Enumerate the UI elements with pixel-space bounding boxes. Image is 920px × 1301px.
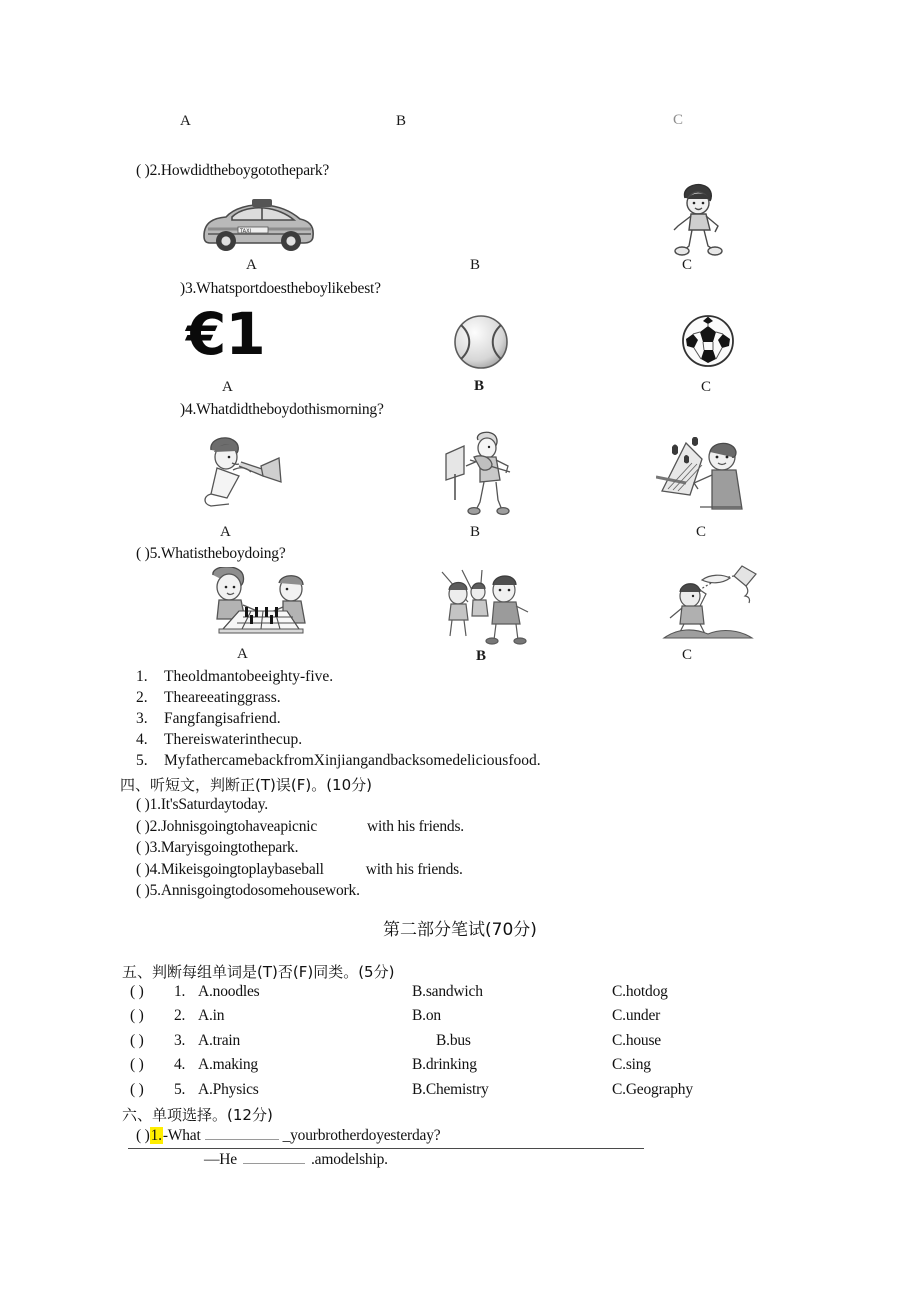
list-item <box>136 882 896 904</box>
option-label-a-q1: A <box>180 113 191 129</box>
table-row <box>130 983 900 1007</box>
sentence-number: 3. <box>136 710 148 727</box>
row-number: 4. <box>174 1056 186 1074</box>
answer-paren[interactable]: ( ) <box>130 983 144 1000</box>
item-text: Johnisgoingtohaveapicnic <box>160 817 318 835</box>
option-b[interactable]: B.on <box>412 1007 441 1025</box>
item-number: 5. <box>149 882 161 899</box>
item-text: It'sSaturdaytoday. <box>160 796 268 813</box>
option-c[interactable]: C.house <box>612 1031 661 1049</box>
option-b[interactable]: B.bus <box>436 1031 471 1049</box>
question-text-after-blank: _yourbrotherdoyesterday? <box>282 1127 441 1144</box>
item-number: 1. <box>149 796 161 813</box>
boy-flying-kite-illustration <box>660 562 772 646</box>
option-c[interactable]: C.hotdog <box>612 983 668 1000</box>
row-number: 5. <box>174 1080 186 1098</box>
list-item <box>136 686 896 707</box>
table-row <box>130 1007 900 1031</box>
option-a[interactable]: A.train <box>198 1031 241 1049</box>
option-a[interactable]: A.making <box>198 1056 258 1074</box>
option-a[interactable]: A.in <box>198 1007 225 1025</box>
fill-in-blank-1[interactable] <box>205 1125 279 1140</box>
list-item <box>136 839 896 861</box>
table-row <box>130 1056 900 1080</box>
item-text: Annisgoingtodosomehousework. <box>160 882 360 899</box>
answer-paren[interactable]: ( ) <box>136 1127 150 1144</box>
svg-text:TAXI: TAXI <box>240 228 251 235</box>
sentence-text: Theoldmantobeeighty-five. <box>164 668 334 685</box>
tennis-ball-illustration <box>452 313 510 371</box>
item-text: Mikeisgoingtoplaybaseball <box>160 860 324 878</box>
sentence-number: 5. <box>136 752 148 769</box>
option-label-b-q4: B <box>470 524 481 540</box>
answer-paren[interactable]: ( ) <box>136 860 150 878</box>
option-label-c-q4: C <box>696 524 707 540</box>
option-label-b-q2: B <box>470 257 481 273</box>
option-c[interactable]: C.Geography <box>612 1080 693 1098</box>
list-item <box>136 665 896 686</box>
numbered-sentences-list <box>136 665 896 770</box>
sentence-text: Thereiswaterinthecup. <box>164 731 303 748</box>
question-2-text: ( )2.Howdidtheboygotothepark? <box>136 162 330 179</box>
list-item <box>136 749 896 770</box>
item-number: 2. <box>149 817 161 835</box>
section-four-heading: 四、听短文，判断正(T)误(F)。(10分) <box>120 776 372 794</box>
section-four-items <box>136 796 896 904</box>
option-b[interactable]: B.drinking <box>412 1056 477 1074</box>
list-item <box>136 707 896 728</box>
section-five-heading: 五、判断每组单词是(T)否(F)同类。(5分) <box>122 963 395 981</box>
option-label-c-q3: C <box>701 379 712 395</box>
list-item <box>136 861 896 883</box>
list-item <box>136 818 896 840</box>
table-row <box>130 1081 900 1105</box>
list-item <box>136 796 896 818</box>
question-3-text: )3.Whatsportdoestheboylikebest? <box>180 280 381 297</box>
option-label-a-q3: A <box>222 379 233 395</box>
sentence-number: 2. <box>136 689 148 706</box>
question-text-before-blank: -What <box>162 1127 201 1144</box>
fill-in-blank-2[interactable] <box>243 1149 305 1164</box>
row-number: 3. <box>174 1031 186 1049</box>
answer-paren[interactable]: ( ) <box>136 839 150 856</box>
girl-playing-violin-illustration <box>440 430 526 518</box>
answer-paren[interactable]: ( ) <box>130 1031 144 1049</box>
option-b[interactable]: B.sandwich <box>412 983 483 1000</box>
item-number: 3. <box>149 839 161 856</box>
table-row <box>130 1032 900 1056</box>
option-c[interactable]: C.under <box>612 1007 661 1025</box>
sentence-number: 1. <box>136 668 148 685</box>
question-4-text: )4.Whatdidtheboydothismorning? <box>180 401 384 418</box>
option-a[interactable]: A.noodles <box>198 983 260 1000</box>
option-c[interactable]: C.sing <box>612 1056 651 1074</box>
section-six-item-1 <box>136 1125 836 1173</box>
walking-boy-illustration <box>662 180 736 256</box>
answer-dash-line: —He <box>204 1151 237 1168</box>
option-label-b-q1: B <box>396 113 407 129</box>
option-label-c-q1: C <box>673 112 684 128</box>
underline-rule <box>128 1148 644 1149</box>
item-text: Maryisgoingtothepark. <box>160 839 299 856</box>
item-number: 4. <box>149 860 161 878</box>
question-5-text: ( )5.Whatistheboydoing? <box>136 545 286 562</box>
euro-one-text: €1 <box>186 300 265 368</box>
answer-paren[interactable]: ( ) <box>136 882 150 899</box>
item-tail: with his friends. <box>365 860 463 878</box>
answer-paren[interactable]: ( ) <box>136 817 150 835</box>
option-label-c-q5: C <box>682 647 693 663</box>
list-item <box>136 728 896 749</box>
two-children-playing-chess-illustration <box>199 567 323 645</box>
option-label-a-q5: A <box>237 646 248 662</box>
row-number: 1. <box>174 983 186 1000</box>
section-six-heading: 六、单项选择。(12分) <box>122 1106 273 1124</box>
soccer-ball-illustration <box>680 313 736 369</box>
sentence-text: Theareeatinggrass. <box>164 689 281 706</box>
answer-text-after-blank: .amodelship. <box>310 1151 388 1168</box>
option-a[interactable]: A.Physics <box>198 1080 259 1098</box>
boy-playing-trumpet-illustration <box>193 432 297 516</box>
option-label-c-q2: C <box>682 257 693 273</box>
part-two-title: 第二部分笔试(70分) <box>383 920 537 940</box>
answer-paren[interactable]: ( ) <box>130 1056 144 1074</box>
children-playing-badminton-illustration <box>436 568 540 646</box>
answer-paren[interactable]: ( ) <box>130 1080 144 1098</box>
option-b[interactable]: B.Chemistry <box>412 1080 489 1098</box>
option-label-b-q3: B <box>474 378 485 394</box>
sentence-text: Fangfangisafriend. <box>164 710 281 727</box>
option-label-a-q2: A <box>246 257 257 273</box>
sentence-number: 4. <box>136 731 148 748</box>
answer-paren[interactable]: ( ) <box>136 796 150 813</box>
section-five-table <box>130 983 900 1105</box>
item-tail: with his friends. <box>367 817 464 835</box>
answer-paren[interactable]: ( ) <box>130 1007 144 1025</box>
row-number: 2. <box>174 1007 186 1025</box>
taxi-car-illustration <box>196 196 320 254</box>
option-label-b-q5: B <box>476 648 487 664</box>
boy-playing-piano-illustration <box>656 437 762 517</box>
sentence-text: MyfathercamebackfromXinjiangandbacksomedeliciousfood. <box>164 752 541 769</box>
option-label-a-q4: A <box>220 524 231 540</box>
highlighted-item-number: 1. <box>150 1127 162 1144</box>
